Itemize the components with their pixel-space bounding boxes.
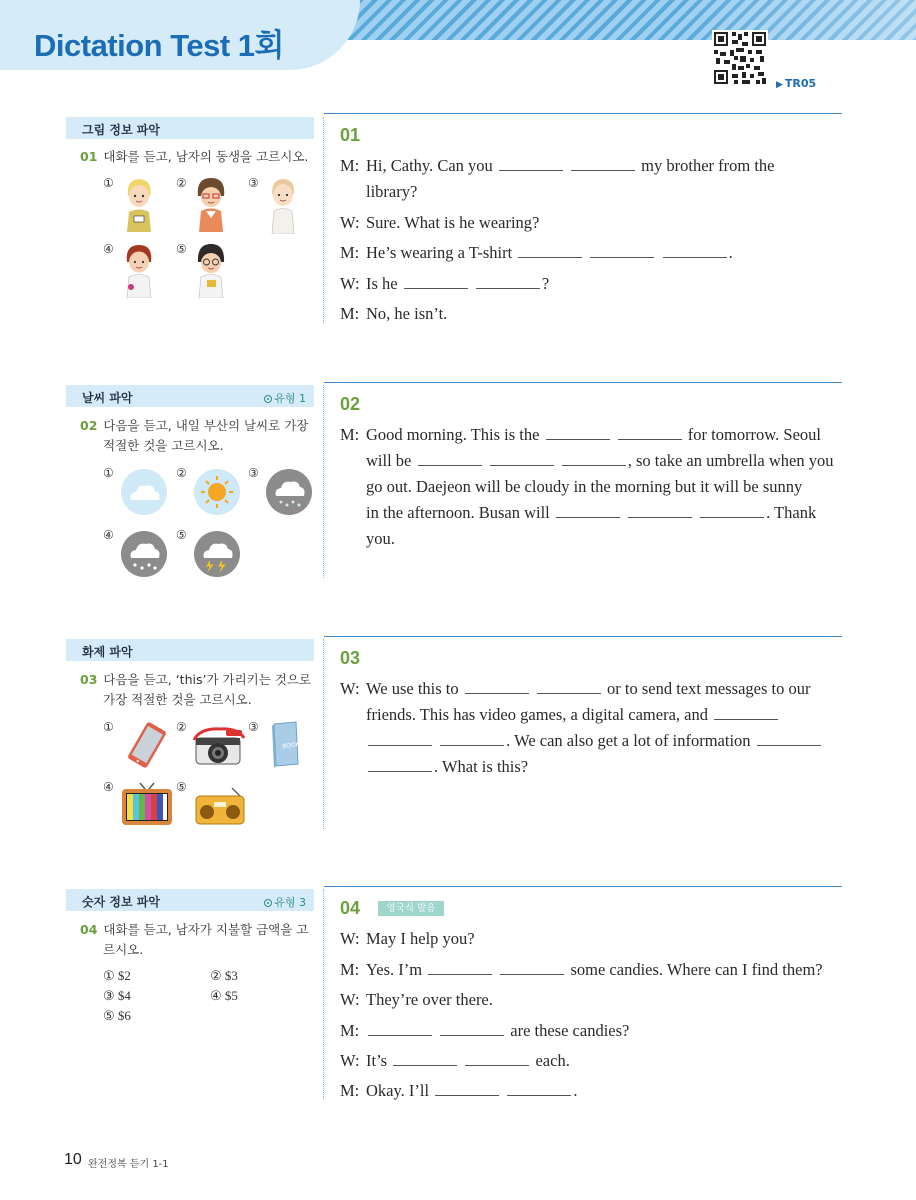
blank[interactable] (507, 1081, 571, 1096)
line-continuation (340, 702, 846, 728)
option-1[interactable]: ① (103, 720, 114, 734)
target-icon (264, 899, 272, 907)
line-text: for tomorrow. Seoul (687, 425, 821, 444)
line-text: friends. This has video games, a digital camera, and (366, 705, 708, 724)
type-badge-text: 유형 3 (274, 896, 306, 909)
option-3[interactable]: ③ (248, 720, 259, 734)
section-label-bar (66, 889, 314, 911)
line-text: . (728, 243, 733, 262)
blank[interactable] (368, 757, 432, 772)
blank[interactable] (368, 731, 432, 746)
line-text: Sure. What is he wearing? (366, 213, 540, 232)
question-number: 04 (80, 922, 98, 937)
option-4[interactable]: ④ (103, 528, 114, 542)
dialogue-line (340, 987, 846, 1013)
blank[interactable] (590, 243, 654, 258)
boy-picture-2 (194, 176, 228, 232)
section-label: 화제 파악 (82, 645, 133, 659)
option-1[interactable]: ① (103, 176, 114, 190)
dialogue-paragraph (340, 422, 846, 552)
blank[interactable] (537, 679, 601, 694)
option-4[interactable]: ④ (103, 242, 114, 256)
line-text: Is he (366, 274, 398, 293)
boy-picture-4 (122, 242, 156, 298)
question-number: 03 (80, 672, 98, 687)
speaker: M: (340, 1021, 360, 1040)
line-text: or to send text messages to our (607, 679, 811, 698)
section-divider (324, 382, 842, 383)
option-2[interactable]: ② (176, 466, 187, 480)
blank[interactable] (476, 274, 540, 289)
column-divider (323, 117, 324, 323)
blank[interactable] (700, 503, 764, 518)
dialogue-line (340, 1018, 846, 1044)
question-number: 02 (80, 418, 98, 433)
blank[interactable] (628, 503, 692, 518)
type-badge (264, 894, 306, 910)
blank[interactable] (518, 243, 582, 258)
question-line: 다음을 듣고, ‘this’가 가리키는 것으로 (103, 672, 312, 687)
dialogue-paragraph (340, 676, 846, 780)
dialogue-line (340, 301, 846, 327)
speaker: M: (340, 1081, 360, 1100)
target-icon (264, 395, 272, 403)
option-2[interactable]: ② $3 (210, 968, 238, 983)
line-text: are these candies? (510, 1021, 630, 1040)
option-2[interactable]: ② (176, 176, 187, 190)
line-text: It’s (366, 1051, 388, 1070)
type-badge-text: 유형 1 (274, 392, 306, 405)
speaker: W: (340, 1051, 360, 1070)
line-text: in the afternoon. Busan will (366, 503, 550, 522)
sunny-icon (193, 468, 241, 516)
line-continuation: library? (366, 182, 418, 201)
option-5[interactable]: ⑤ (176, 780, 187, 794)
question-text (80, 147, 312, 167)
blank[interactable] (428, 960, 492, 975)
option-2[interactable]: ② (176, 720, 187, 734)
speaker: W: (340, 213, 360, 232)
blank[interactable] (571, 156, 635, 171)
dialogue-line (340, 957, 846, 983)
dialogue-line (340, 271, 846, 297)
speaker: W: (340, 990, 360, 1009)
column-divider (323, 385, 324, 578)
line-text: . Thank (766, 503, 817, 522)
option-4[interactable]: ④ (103, 780, 114, 794)
line-text: my brother from the (641, 156, 775, 175)
option-5[interactable]: ⑤ (176, 528, 187, 542)
dialogue-number: 02 (340, 394, 361, 414)
blank[interactable] (500, 960, 564, 975)
blank[interactable] (440, 1021, 504, 1036)
line-continuation: you. (366, 529, 395, 548)
book-picture (268, 720, 302, 768)
blank[interactable] (556, 503, 620, 518)
blank[interactable] (418, 451, 482, 466)
boy-picture-3 (266, 176, 300, 234)
option-1[interactable]: ① $2 (103, 968, 131, 983)
line-text: Hi, Cathy. Can you (366, 156, 493, 175)
section-label: 그림 정보 파악 (82, 123, 160, 137)
speaker: W: (340, 274, 360, 293)
line-text: He’s wearing a T-shirt (366, 243, 513, 262)
question-line: 가장 적절한 것을 고르시오. (103, 692, 252, 707)
boy-picture-1 (122, 176, 156, 232)
speaker: W: (340, 929, 360, 948)
line-text: Good morning. This is the (366, 425, 540, 444)
question-line: 적절한 것을 고르시오. (103, 438, 224, 453)
blank[interactable] (465, 1051, 529, 1066)
blank[interactable] (440, 731, 504, 746)
line-text: . What is this? (434, 757, 529, 776)
television-picture (120, 782, 174, 828)
blank[interactable] (404, 274, 468, 289)
option-3[interactable]: ③ $4 (103, 988, 131, 1003)
line-text: ? (541, 274, 550, 293)
section-divider (324, 113, 842, 114)
section-label: 날씨 파악 (82, 391, 133, 405)
boy-picture-5 (194, 242, 228, 298)
dialogue-line (340, 210, 846, 236)
section-label-bar (66, 639, 314, 661)
line-text: each. (535, 1051, 570, 1070)
thunderstorm-icon (193, 530, 241, 578)
blank[interactable] (757, 731, 821, 746)
speaker: M: (340, 425, 360, 444)
line-continuation (340, 728, 846, 754)
speaker: M: (340, 156, 360, 175)
page-title: Dictation Test 1회 (34, 28, 284, 63)
blank[interactable] (618, 425, 682, 440)
line-text: Okay. I’ll (366, 1081, 430, 1100)
column-divider (323, 889, 324, 1099)
line-text: Yes. I’m (366, 960, 423, 979)
blank[interactable] (465, 679, 529, 694)
blank[interactable] (562, 451, 626, 466)
accent-badge: 영국식 발음 (378, 901, 444, 916)
dialogue-line (340, 926, 846, 952)
line-continuation: go out. Daejeon will be cloudy in the morning but it will be sunny (366, 477, 803, 496)
line-text: will be (366, 451, 412, 470)
section-divider (324, 636, 842, 637)
question-line: 다음을 듣고, 내일 부산의 날씨로 가장 (103, 418, 309, 433)
option-4[interactable]: ④ $5 (210, 988, 238, 1003)
line-text: No, he isn’t. (366, 304, 448, 323)
line-text: May I help you? (366, 929, 475, 948)
dialogue-number: 03 (340, 648, 361, 668)
section-label: 숫자 정보 파악 (82, 895, 160, 909)
blank[interactable] (368, 1021, 432, 1036)
section-label-bar (66, 385, 314, 407)
dialogue-line (340, 1048, 846, 1074)
question-line: 대화를 듣고, 남자의 동생을 고르시오. (103, 149, 309, 164)
svg-text:BOOK: BOOK (281, 741, 301, 751)
book-title: 완전정복 듣기 1-1 (88, 1159, 169, 1170)
blank[interactable] (499, 156, 563, 171)
option-3[interactable]: ③ (248, 176, 259, 190)
speaker: M: (340, 960, 360, 979)
smartphone-picture (124, 722, 170, 768)
blank[interactable] (663, 243, 727, 258)
header-stripe-fade (330, 0, 916, 40)
blank[interactable] (546, 425, 610, 440)
section-divider (324, 886, 842, 887)
blank[interactable] (435, 1081, 499, 1096)
line-text: They’re over there. (366, 990, 493, 1009)
blank[interactable] (714, 705, 778, 720)
radio-picture (194, 786, 246, 826)
dialogue-number: 01 (340, 125, 361, 145)
speaker: M: (340, 243, 360, 262)
blank[interactable] (393, 1051, 457, 1066)
line-text: . We can also get a lot of information (506, 731, 751, 750)
option-1[interactable]: ① (103, 466, 114, 480)
line-text: some candies. Where can I find them? (570, 960, 823, 979)
camera-picture (190, 726, 248, 768)
track-label[interactable] (776, 77, 816, 90)
question-line: 대화를 듣고, 남자가 지불할 금액을 고 (103, 922, 309, 937)
column-divider (323, 639, 324, 829)
snowy-icon (120, 530, 168, 578)
question-line: 르시오. (103, 942, 144, 957)
qr-code-icon[interactable] (712, 30, 768, 86)
speaker: M: (340, 304, 360, 323)
question-text (80, 416, 312, 456)
dialogue-line (340, 153, 846, 205)
question-text (80, 920, 312, 960)
speaker: W: (340, 679, 360, 698)
blank[interactable] (490, 451, 554, 466)
option-3[interactable]: ③ (248, 466, 259, 480)
cloudy-icon (120, 468, 168, 516)
option-5[interactable]: ⑤ $6 (103, 1008, 131, 1023)
dialogue-number: 04 (340, 898, 361, 918)
question-text (80, 670, 312, 710)
dialogue-line (340, 240, 846, 266)
track-number: TR05 (784, 77, 817, 90)
play-icon: ▶ (776, 80, 783, 90)
option-5[interactable]: ⑤ (176, 242, 187, 256)
line-text: . (573, 1081, 578, 1100)
rainy-icon (265, 468, 313, 516)
line-continuation (340, 500, 846, 526)
type-badge (264, 390, 306, 406)
dialogue-line (340, 1078, 846, 1104)
line-continuation (340, 448, 846, 474)
page-number: 10 (64, 1151, 82, 1168)
line-text: , so take an umbrella when you (627, 451, 834, 470)
section-label-bar (66, 117, 314, 139)
line-continuation (340, 754, 846, 780)
line-text: We use this to (366, 679, 459, 698)
question-number: 01 (80, 149, 98, 164)
